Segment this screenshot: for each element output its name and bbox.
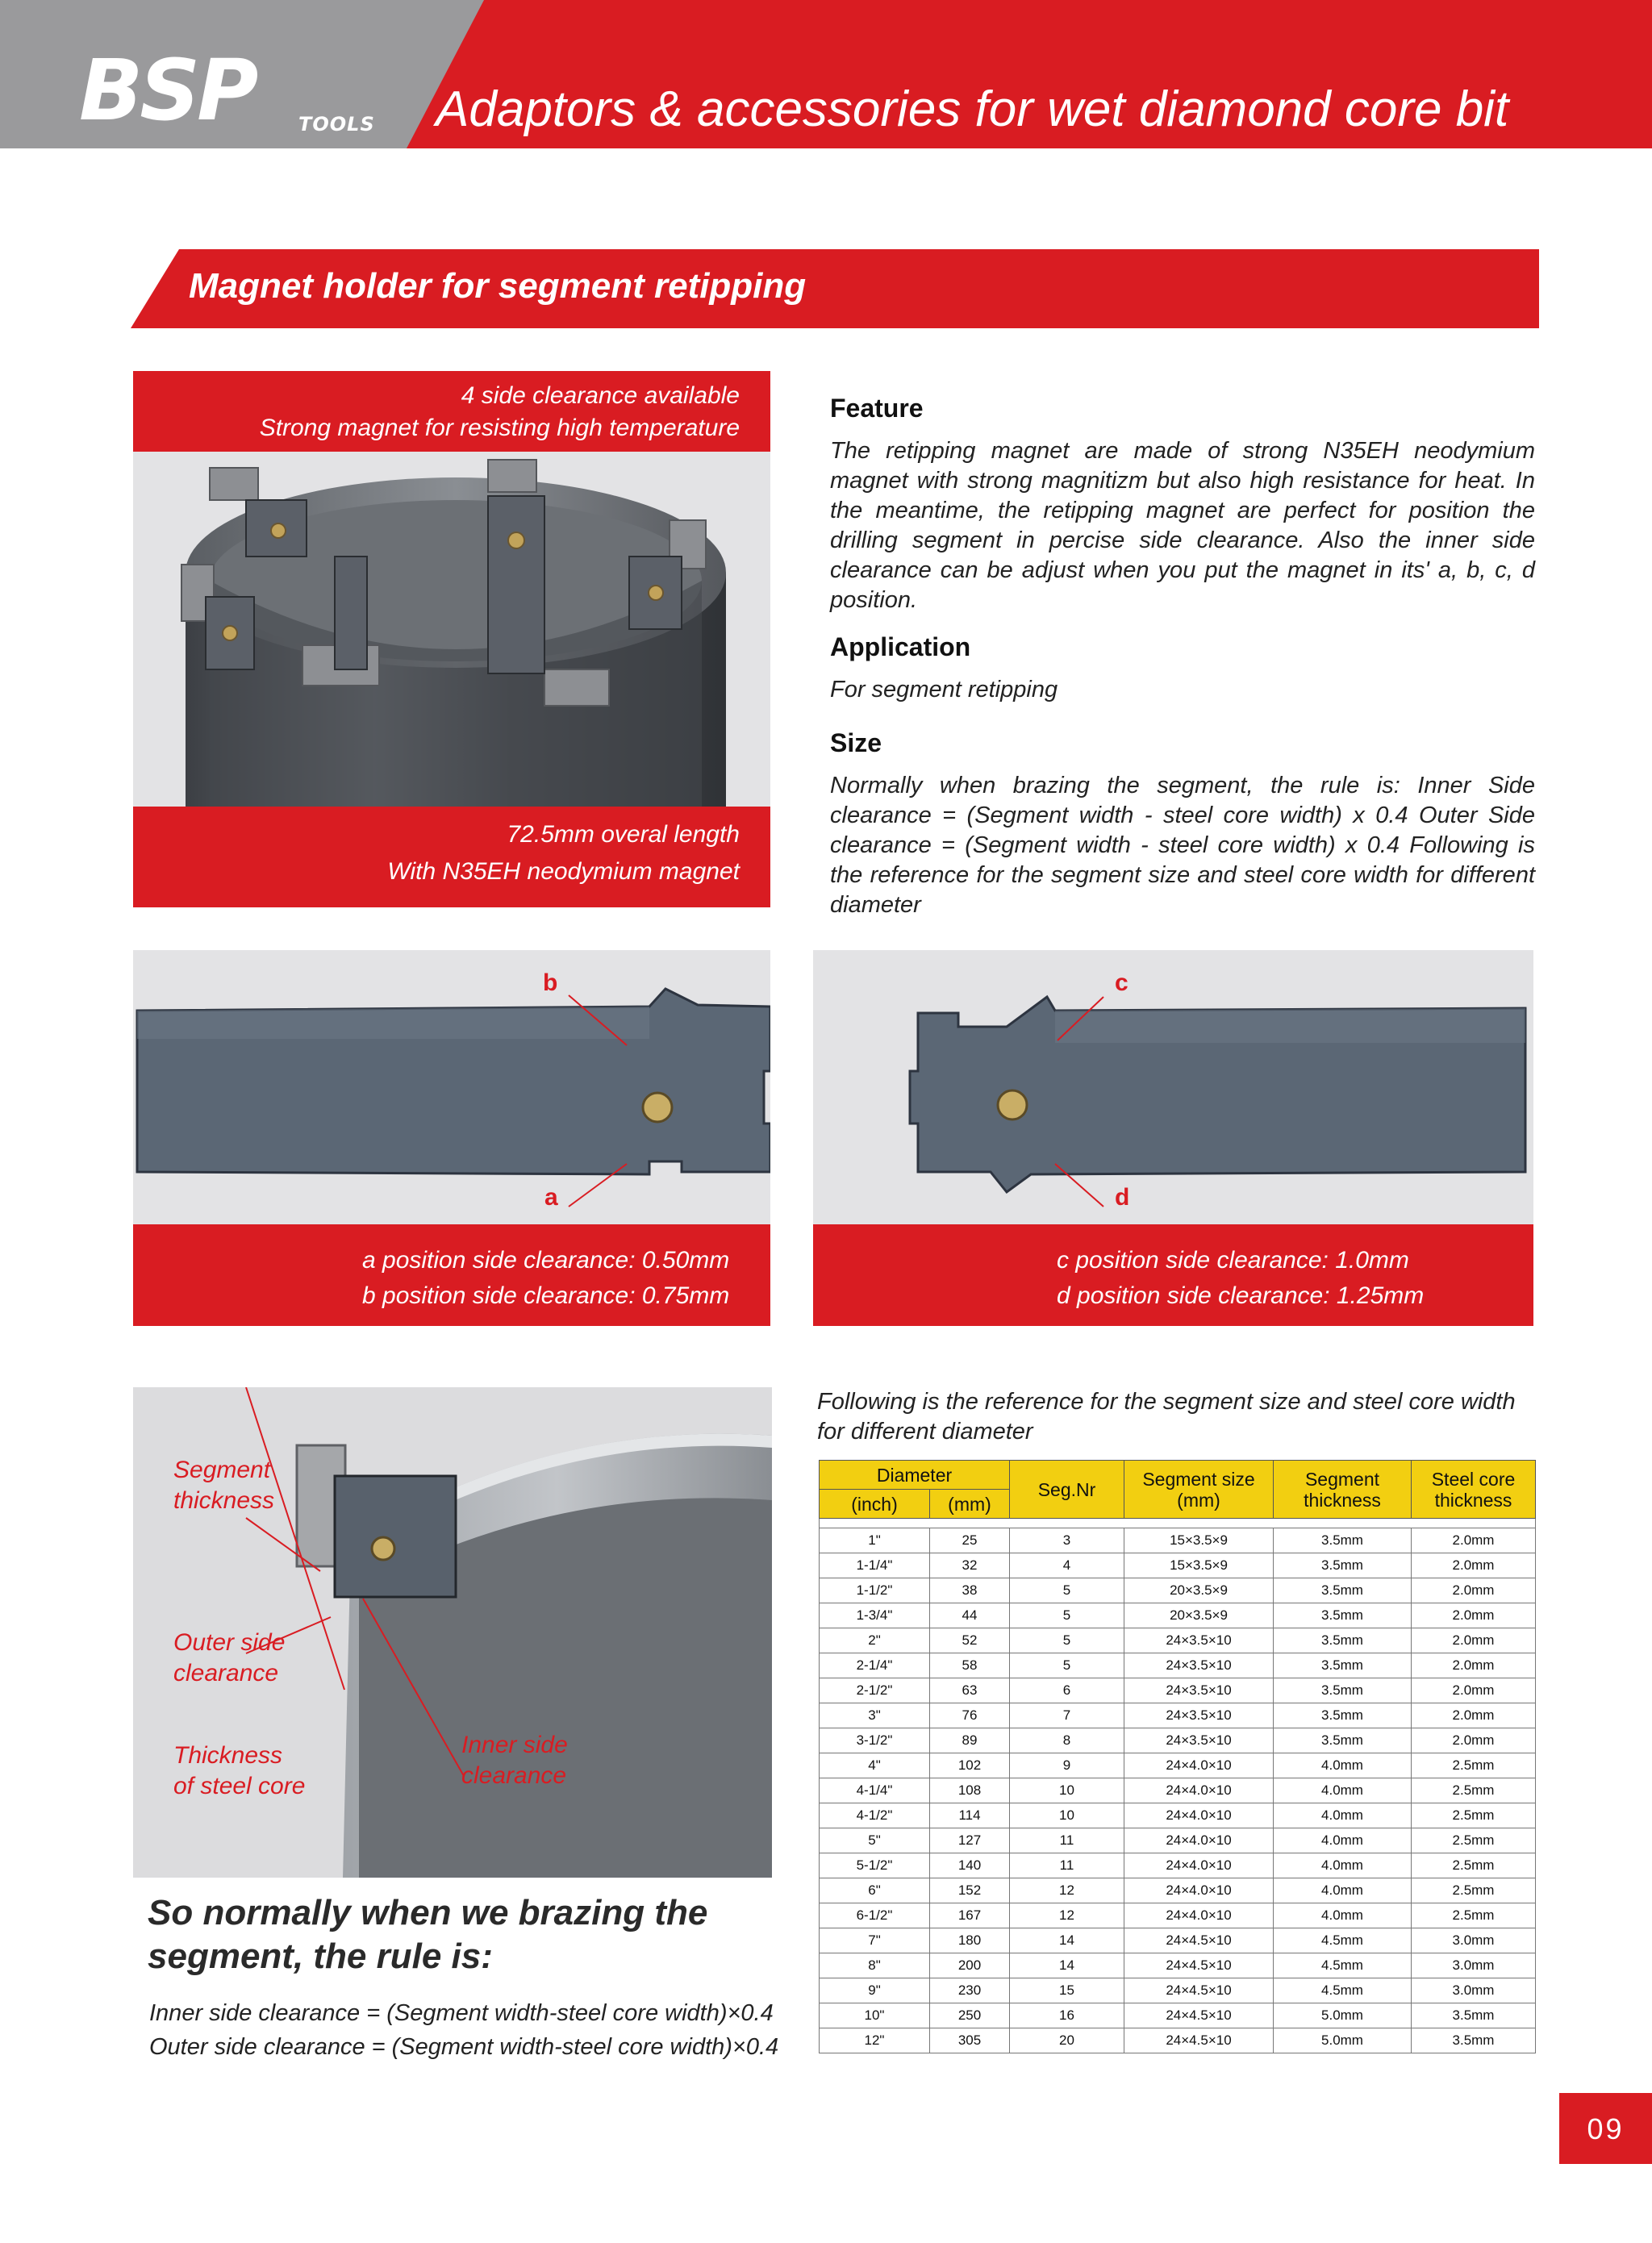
cell-mm: 114 [930,1803,1010,1828]
caption-magnet-grade: With N35EH neodymium magnet [387,858,740,885]
cell-mm: 127 [930,1828,1010,1853]
cell-inch: 4" [820,1753,930,1778]
cell-mm: 89 [930,1728,1010,1753]
cell-seg-size: 24×4.5×10 [1124,1928,1274,1953]
table-row [820,1528,1536,1553]
caption-d-clearance: d position side clearance: 1.25mm [1057,1282,1425,1309]
cell-seg-thickness: 3.5mm [1274,1528,1412,1553]
cell-core-thickness: 2.0mm [1412,1653,1536,1678]
cell-core-thickness: 2.5mm [1412,1853,1536,1878]
feature-heading: Feature [830,394,924,423]
cell-core-thickness: 2.5mm [1412,1903,1536,1928]
application-text: For segment retipping [830,677,1058,703]
position-label-d: d [1115,1184,1130,1211]
table-row [820,1628,1536,1653]
cell-mm: 250 [930,2003,1010,2028]
cell-core-thickness: 2.0mm [1412,1553,1536,1578]
caption-magnet-strength: Strong magnet for resisting high temperature [259,415,740,441]
section-title: Magnet holder for segment retipping [189,266,807,306]
cell-seg-thickness: 4.5mm [1274,1953,1412,1978]
cell-seg-nr: 7 [1010,1703,1124,1728]
cell-inch: 8" [820,1953,930,1978]
cell-inch: 10" [820,2003,930,2028]
cell-inch: 5-1/2" [820,1853,930,1878]
cell-core-thickness: 2.0mm [1412,1628,1536,1653]
application-block [830,632,1535,705]
cell-inch: 2-1/2" [820,1678,930,1703]
table-row [820,2003,1536,2028]
label-steel-core-thickness: Thickness of steel core [173,1742,306,1799]
cell-seg-size: 24×4.0×10 [1124,1828,1274,1853]
cell-seg-thickness: 4.0mm [1274,1778,1412,1803]
caption-length: 72.5mm overal length [507,821,740,848]
size-block [830,728,1535,920]
size-text: Normally when brazing the segment, the rule is: Inner Side clearance = (Segment width - steel core width) x 0.4 Outer Side clearance = (Segment width - steel core width) x 0.4 Following is the reference for the segment size and steel core width for different diameter [830,773,1535,918]
page-title: Adaptors & accessories for wet diamond core bit [436,81,1509,137]
rule-outer-clearance: Outer side clearance = (Segment width-steel core width)×0.4 [149,2034,779,2060]
cell-mm: 25 [930,1528,1010,1553]
cell-inch: 1" [820,1528,930,1553]
cell-seg-nr: 4 [1010,1553,1124,1578]
caption-a-clearance: a position side clearance: 0.50mm [362,1247,730,1274]
cell-inch: 2-1/4" [820,1653,930,1678]
cell-seg-size: 24×3.5×10 [1124,1703,1274,1728]
cell-mm: 38 [930,1578,1010,1603]
cell-mm: 58 [930,1653,1010,1678]
rule-inner-clearance: Inner side clearance = (Segment width-steel core width)×0.4 [149,2000,774,2026]
cell-seg-size: 24×3.5×10 [1124,1728,1274,1753]
bar-right-caption-band [813,1224,1533,1326]
cell-inch: 12" [820,2028,930,2053]
cell-inch: 7" [820,1928,930,1953]
cell-inch: 3-1/2" [820,1728,930,1753]
cell-seg-size: 24×4.0×10 [1124,1753,1274,1778]
bar-photo-left [133,950,770,1326]
cell-seg-size: 15×3.5×9 [1124,1553,1274,1578]
segment-reference-table [819,1460,1536,2053]
cell-seg-size: 24×4.0×10 [1124,1903,1274,1928]
magnet-bar-cd-photo [813,950,1533,1224]
cell-core-thickness: 2.5mm [1412,1803,1536,1828]
position-label-c: c [1115,969,1128,996]
cell-mm: 230 [930,1978,1010,2003]
logo-subtext: TOOLS [298,113,375,135]
cell-core-thickness: 2.5mm [1412,1778,1536,1803]
cell-core-thickness: 3.5mm [1412,2003,1536,2028]
table-row [820,1878,1536,1903]
cell-seg-thickness: 3.5mm [1274,1603,1412,1628]
cell-seg-size: 24×4.0×10 [1124,1803,1274,1828]
cell-core-thickness: 3.0mm [1412,1953,1536,1978]
cell-seg-thickness: 5.0mm [1274,2003,1412,2028]
cell-core-thickness: 2.0mm [1412,1578,1536,1603]
cell-seg-nr: 5 [1010,1653,1124,1678]
cell-seg-thickness: 3.5mm [1274,1578,1412,1603]
table-row [820,1703,1536,1728]
table-row [820,1828,1536,1853]
cell-seg-size: 24×4.5×10 [1124,2028,1274,2053]
th-inch: (inch) [820,1490,930,1519]
table-row [820,2028,1536,2053]
cell-seg-size: 24×4.0×10 [1124,1853,1274,1878]
cell-mm: 44 [930,1603,1010,1628]
clearance-diagram-photo [133,1387,772,1878]
table-row [820,1853,1536,1878]
cell-seg-nr: 10 [1010,1803,1124,1828]
cell-seg-size: 24×4.5×10 [1124,1978,1274,2003]
cell-seg-size: 20×3.5×9 [1124,1603,1274,1628]
table-spacer-row [820,1519,1536,1528]
th-segment-size: Segment size (mm) [1124,1461,1274,1519]
cell-mm: 32 [930,1553,1010,1578]
cell-core-thickness: 2.0mm [1412,1528,1536,1553]
cell-seg-nr: 12 [1010,1878,1124,1903]
position-label-b: b [543,969,558,996]
logo-wordmark: BSP [79,41,256,140]
cell-seg-nr: 8 [1010,1728,1124,1753]
cell-seg-size: 24×4.0×10 [1124,1778,1274,1803]
size-heading: Size [830,728,882,757]
cell-core-thickness: 2.0mm [1412,1678,1536,1703]
feature-block [830,394,1535,615]
cell-mm: 102 [930,1753,1010,1778]
cell-seg-thickness: 3.5mm [1274,1628,1412,1653]
cell-inch: 4-1/4" [820,1778,930,1803]
table-row [820,1953,1536,1978]
th-seg-nr: Seg.Nr [1010,1461,1124,1519]
table-body [820,1519,1536,2053]
table-row [820,1903,1536,1928]
cell-seg-thickness: 3.5mm [1274,1653,1412,1678]
table-row [820,1928,1536,1953]
table-row [820,1578,1536,1603]
cell-seg-size: 15×3.5×9 [1124,1528,1274,1553]
cell-seg-thickness: 4.5mm [1274,1928,1412,1953]
cell-seg-size: 24×4.5×10 [1124,2003,1274,2028]
cell-seg-size: 24×3.5×10 [1124,1678,1274,1703]
cell-seg-thickness: 3.5mm [1274,1728,1412,1753]
cell-mm: 108 [930,1778,1010,1803]
table-row [820,1653,1536,1678]
cell-seg-nr: 16 [1010,2003,1124,2028]
table-row [820,1678,1536,1703]
cell-seg-thickness: 4.5mm [1274,1978,1412,2003]
cell-seg-nr: 11 [1010,1853,1124,1878]
core-bit-photo [133,452,770,807]
cell-seg-thickness: 4.0mm [1274,1753,1412,1778]
feature-text: The retipping magnet are made of strong N35EH neodymium magnet with strong magnitizm but also high resistance for heat. In the meantime, the retipping magnet are perfect for position the drilling segment in percise side clearance. Also the inner side clearance can be adjust when you put the magnet in its' a, b, c, d position. [830,438,1535,613]
cell-seg-nr: 11 [1010,1828,1124,1853]
cell-seg-size: 24×4.5×10 [1124,1953,1274,1978]
cell-mm: 305 [930,2028,1010,2053]
cell-core-thickness: 2.5mm [1412,1753,1536,1778]
cell-seg-thickness: 3.5mm [1274,1553,1412,1578]
cell-seg-nr: 5 [1010,1578,1124,1603]
cell-inch: 6" [820,1878,930,1903]
cell-seg-thickness: 4.0mm [1274,1878,1412,1903]
cell-seg-nr: 10 [1010,1778,1124,1803]
label-inner-side-clearance: Inner side clearance [461,1732,568,1789]
cell-inch: 6-1/2" [820,1903,930,1928]
cell-seg-thickness: 4.0mm [1274,1853,1412,1878]
cell-core-thickness: 3.0mm [1412,1928,1536,1953]
cell-core-thickness: 3.0mm [1412,1978,1536,2003]
page-number: 09 [1587,2112,1625,2145]
magnet-holder-photo-panel [133,371,770,907]
table-row [820,1778,1536,1803]
application-heading: Application [830,632,971,661]
cell-seg-thickness: 4.0mm [1274,1903,1412,1928]
table-row [820,1803,1536,1828]
page-number-box [1559,2093,1652,2164]
cell-seg-nr: 3 [1010,1528,1124,1553]
cell-inch: 1-1/2" [820,1578,930,1603]
cell-seg-nr: 9 [1010,1753,1124,1778]
cell-seg-nr: 20 [1010,2028,1124,2053]
table-row [820,1978,1536,2003]
cell-seg-thickness: 4.0mm [1274,1803,1412,1828]
cell-seg-thickness: 5.0mm [1274,2028,1412,2053]
bar-left-caption-band [133,1224,770,1326]
position-label-a: a [544,1184,558,1211]
cell-inch: 4-1/2" [820,1803,930,1828]
cell-core-thickness: 2.5mm [1412,1828,1536,1853]
cell-inch: 1-1/4" [820,1553,930,1578]
table-row [820,1553,1536,1578]
cell-seg-nr: 14 [1010,1928,1124,1953]
cell-mm: 167 [930,1903,1010,1928]
label-segment-thickness: Segment thickness [173,1457,275,1514]
cell-seg-thickness: 3.5mm [1274,1678,1412,1703]
cell-inch: 1-3/4" [820,1603,930,1628]
caption-b-clearance: b position side clearance: 0.75mm [362,1282,730,1309]
caption-c-clearance: c position side clearance: 1.0mm [1057,1247,1409,1274]
cell-seg-size: 20×3.5×9 [1124,1578,1274,1603]
brazing-rule-heading: So normally when we brazing the segment, the rule is: [148,1893,708,1976]
cell-mm: 200 [930,1953,1010,1978]
cell-core-thickness: 2.0mm [1412,1703,1536,1728]
cell-seg-size: 24×3.5×10 [1124,1653,1274,1678]
cell-inch: 2" [820,1628,930,1653]
cell-mm: 76 [930,1703,1010,1728]
cell-mm: 140 [930,1853,1010,1878]
cell-seg-thickness: 4.0mm [1274,1828,1412,1853]
label-outer-side-clearance: Outer side clearance [173,1629,286,1686]
bar-photo-right [813,950,1533,1326]
cell-mm: 152 [930,1878,1010,1903]
photo1-top-caption-band [133,371,770,452]
table-intro: Following is the reference for the segment size and steel core width for different diameter [817,1389,1516,1445]
cell-mm: 180 [930,1928,1010,1953]
photo1-bottom-caption-band [133,807,770,907]
cell-core-thickness: 2.0mm [1412,1603,1536,1628]
th-mm: (mm) [930,1490,1010,1519]
brand-logo [79,41,402,140]
caption-clearance: 4 side clearance available [461,382,740,409]
cell-core-thickness: 2.5mm [1412,1878,1536,1903]
cell-seg-size: 24×3.5×10 [1124,1628,1274,1653]
th-diameter: Diameter [820,1461,1010,1490]
th-steel-core-thickness: Steel core thickness [1412,1461,1536,1519]
cell-seg-size: 24×4.0×10 [1124,1878,1274,1903]
cell-core-thickness: 3.5mm [1412,2028,1536,2053]
cell-mm: 52 [930,1628,1010,1653]
cell-seg-nr: 14 [1010,1953,1124,1978]
cell-mm: 63 [930,1678,1010,1703]
cell-seg-nr: 5 [1010,1628,1124,1653]
cell-inch: 3" [820,1703,930,1728]
cell-core-thickness: 2.0mm [1412,1728,1536,1753]
table-row [820,1728,1536,1753]
th-segment-thickness: Segment thickness [1274,1461,1412,1519]
cell-seg-thickness: 3.5mm [1274,1703,1412,1728]
cell-seg-nr: 12 [1010,1903,1124,1928]
table-row [820,1603,1536,1628]
cell-inch: 9" [820,1978,930,2003]
cell-seg-nr: 5 [1010,1603,1124,1628]
magnet-bar-ab-photo [133,950,770,1224]
cell-inch: 5" [820,1828,930,1853]
cell-seg-nr: 15 [1010,1978,1124,2003]
cell-seg-nr: 6 [1010,1678,1124,1703]
table-row [820,1753,1536,1778]
